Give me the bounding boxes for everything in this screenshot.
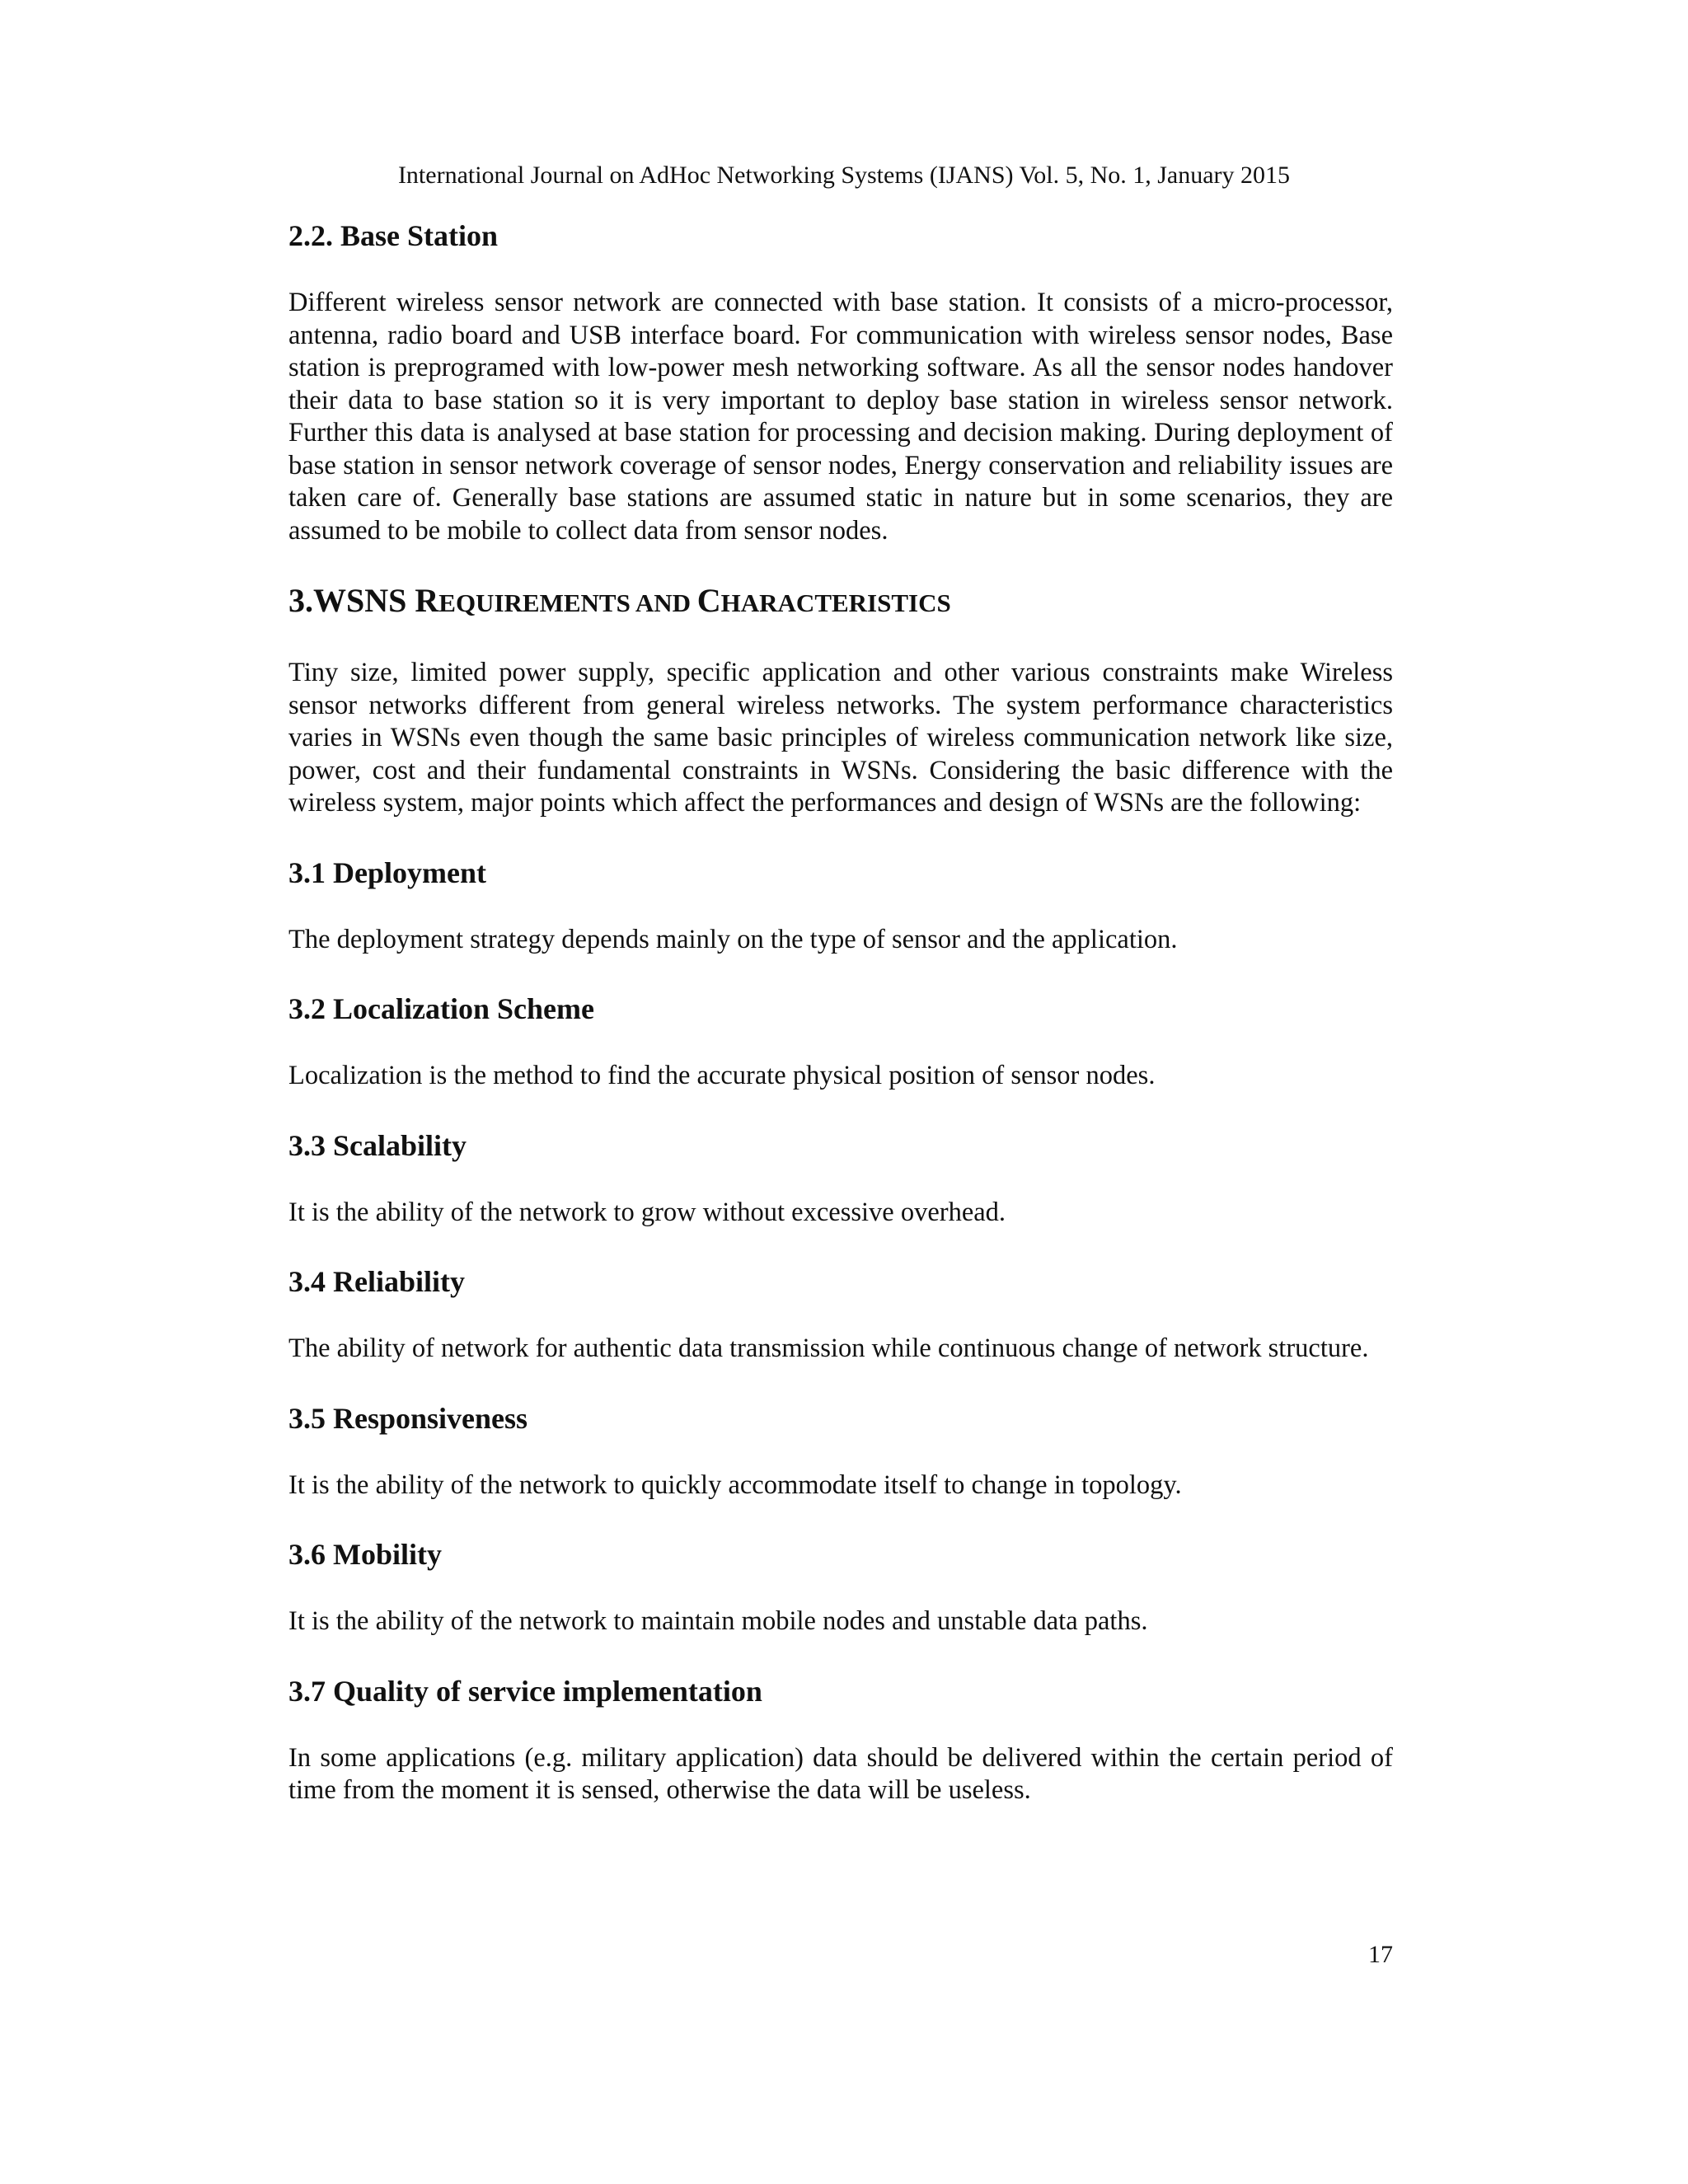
- subsection-3-2-text: Localization is the method to find the accurate physical position of sensor nodes.: [288, 1061, 1156, 1090]
- subsection-3-4-heading: 3.4 Reliability: [288, 1265, 465, 1298]
- section-2-2-paragraph: Different wireless sensor network are connected with base station. It consists of a micro-processor, antenna, radio board and USB interface board. For communication with wireless sensor nodes, Base station is preprogramed with low-power mesh networking software. As all the sensor nodes handover their data to base station so it is very important to deploy base station in wireless sensor network. Further this data is analysed at base station for processing and decision making. During deployment of base station in sensor network coverage of sensor nodes, Energy conservation and reliability issues are taken care of. Generally base stations are assumed static in nature but in some scenarios, they are assumed to be mobile to collect data from sensor nodes.: [288, 288, 1393, 546]
- section-3-heading-part-4: HARACTERISTICS: [720, 588, 951, 617]
- subsection-3-3-heading: 3.3 Scalability: [288, 1128, 467, 1162]
- section-3-heading-part-1: 3.WSNS R: [288, 582, 439, 619]
- subsection-3-6-text: It is the ability of the network to maintain mobile nodes and unstable data paths.: [288, 1606, 1148, 1636]
- section-3-heading-part-3: C: [696, 582, 721, 619]
- running-header: International Journal on AdHoc Networking Systems (IJANS) Vol. 5, No. 1, January 2015: [397, 162, 1291, 189]
- subsection-3-4-text: The ability of network for authentic data transmission while continuous change of network structure.: [288, 1333, 1369, 1363]
- section-3-heading: [288, 580, 1393, 624]
- subsection-3-3-text: It is the ability of the network to grow without excessive overhead.: [288, 1197, 1006, 1227]
- subsection-3-5-heading: 3.5 Responsiveness: [288, 1401, 528, 1435]
- subsection-3-6-heading: 3.6 Mobility: [288, 1538, 442, 1571]
- section-2-2-heading: 2.2. Base Station: [288, 219, 499, 252]
- section-3-heading-part-2: EQUIREMENTS AND: [438, 588, 697, 617]
- subsection-3-2-heading: 3.2 Localization Scheme: [288, 992, 594, 1025]
- subsection-3-7-text: In some applications (e.g. military application) data should be delivered within the certain period of time from the moment it is sensed, otherwise the data will be useless.: [288, 1742, 1393, 1805]
- subsection-3-5-text: It is the ability of the network to quickly accommodate itself to change in topology.: [288, 1469, 1182, 1500]
- page-number: 17: [1368, 1941, 1393, 1968]
- subsection-3-1-text: The deployment strategy depends mainly on the type of sensor and the application.: [288, 924, 1178, 954]
- subsection-3-1-heading: 3.1 Deployment: [288, 855, 486, 889]
- page-body: [288, 218, 1393, 1807]
- section-3-paragraph: Tiny size, limited power supply, specific application and other various constraints make Wireless sensor networks different from general wireless networks. The system performance characteristics varies in WSNs even though the same basic principles of wireless communication network like size, power, cost and their fundamental constraints in WSNs. Considering the basic difference with the wireless system, major points which affect the performances and design of WSNs are the following:: [288, 658, 1393, 818]
- subsection-3-7-heading: 3.7 Quality of service implementation: [288, 1674, 762, 1708]
